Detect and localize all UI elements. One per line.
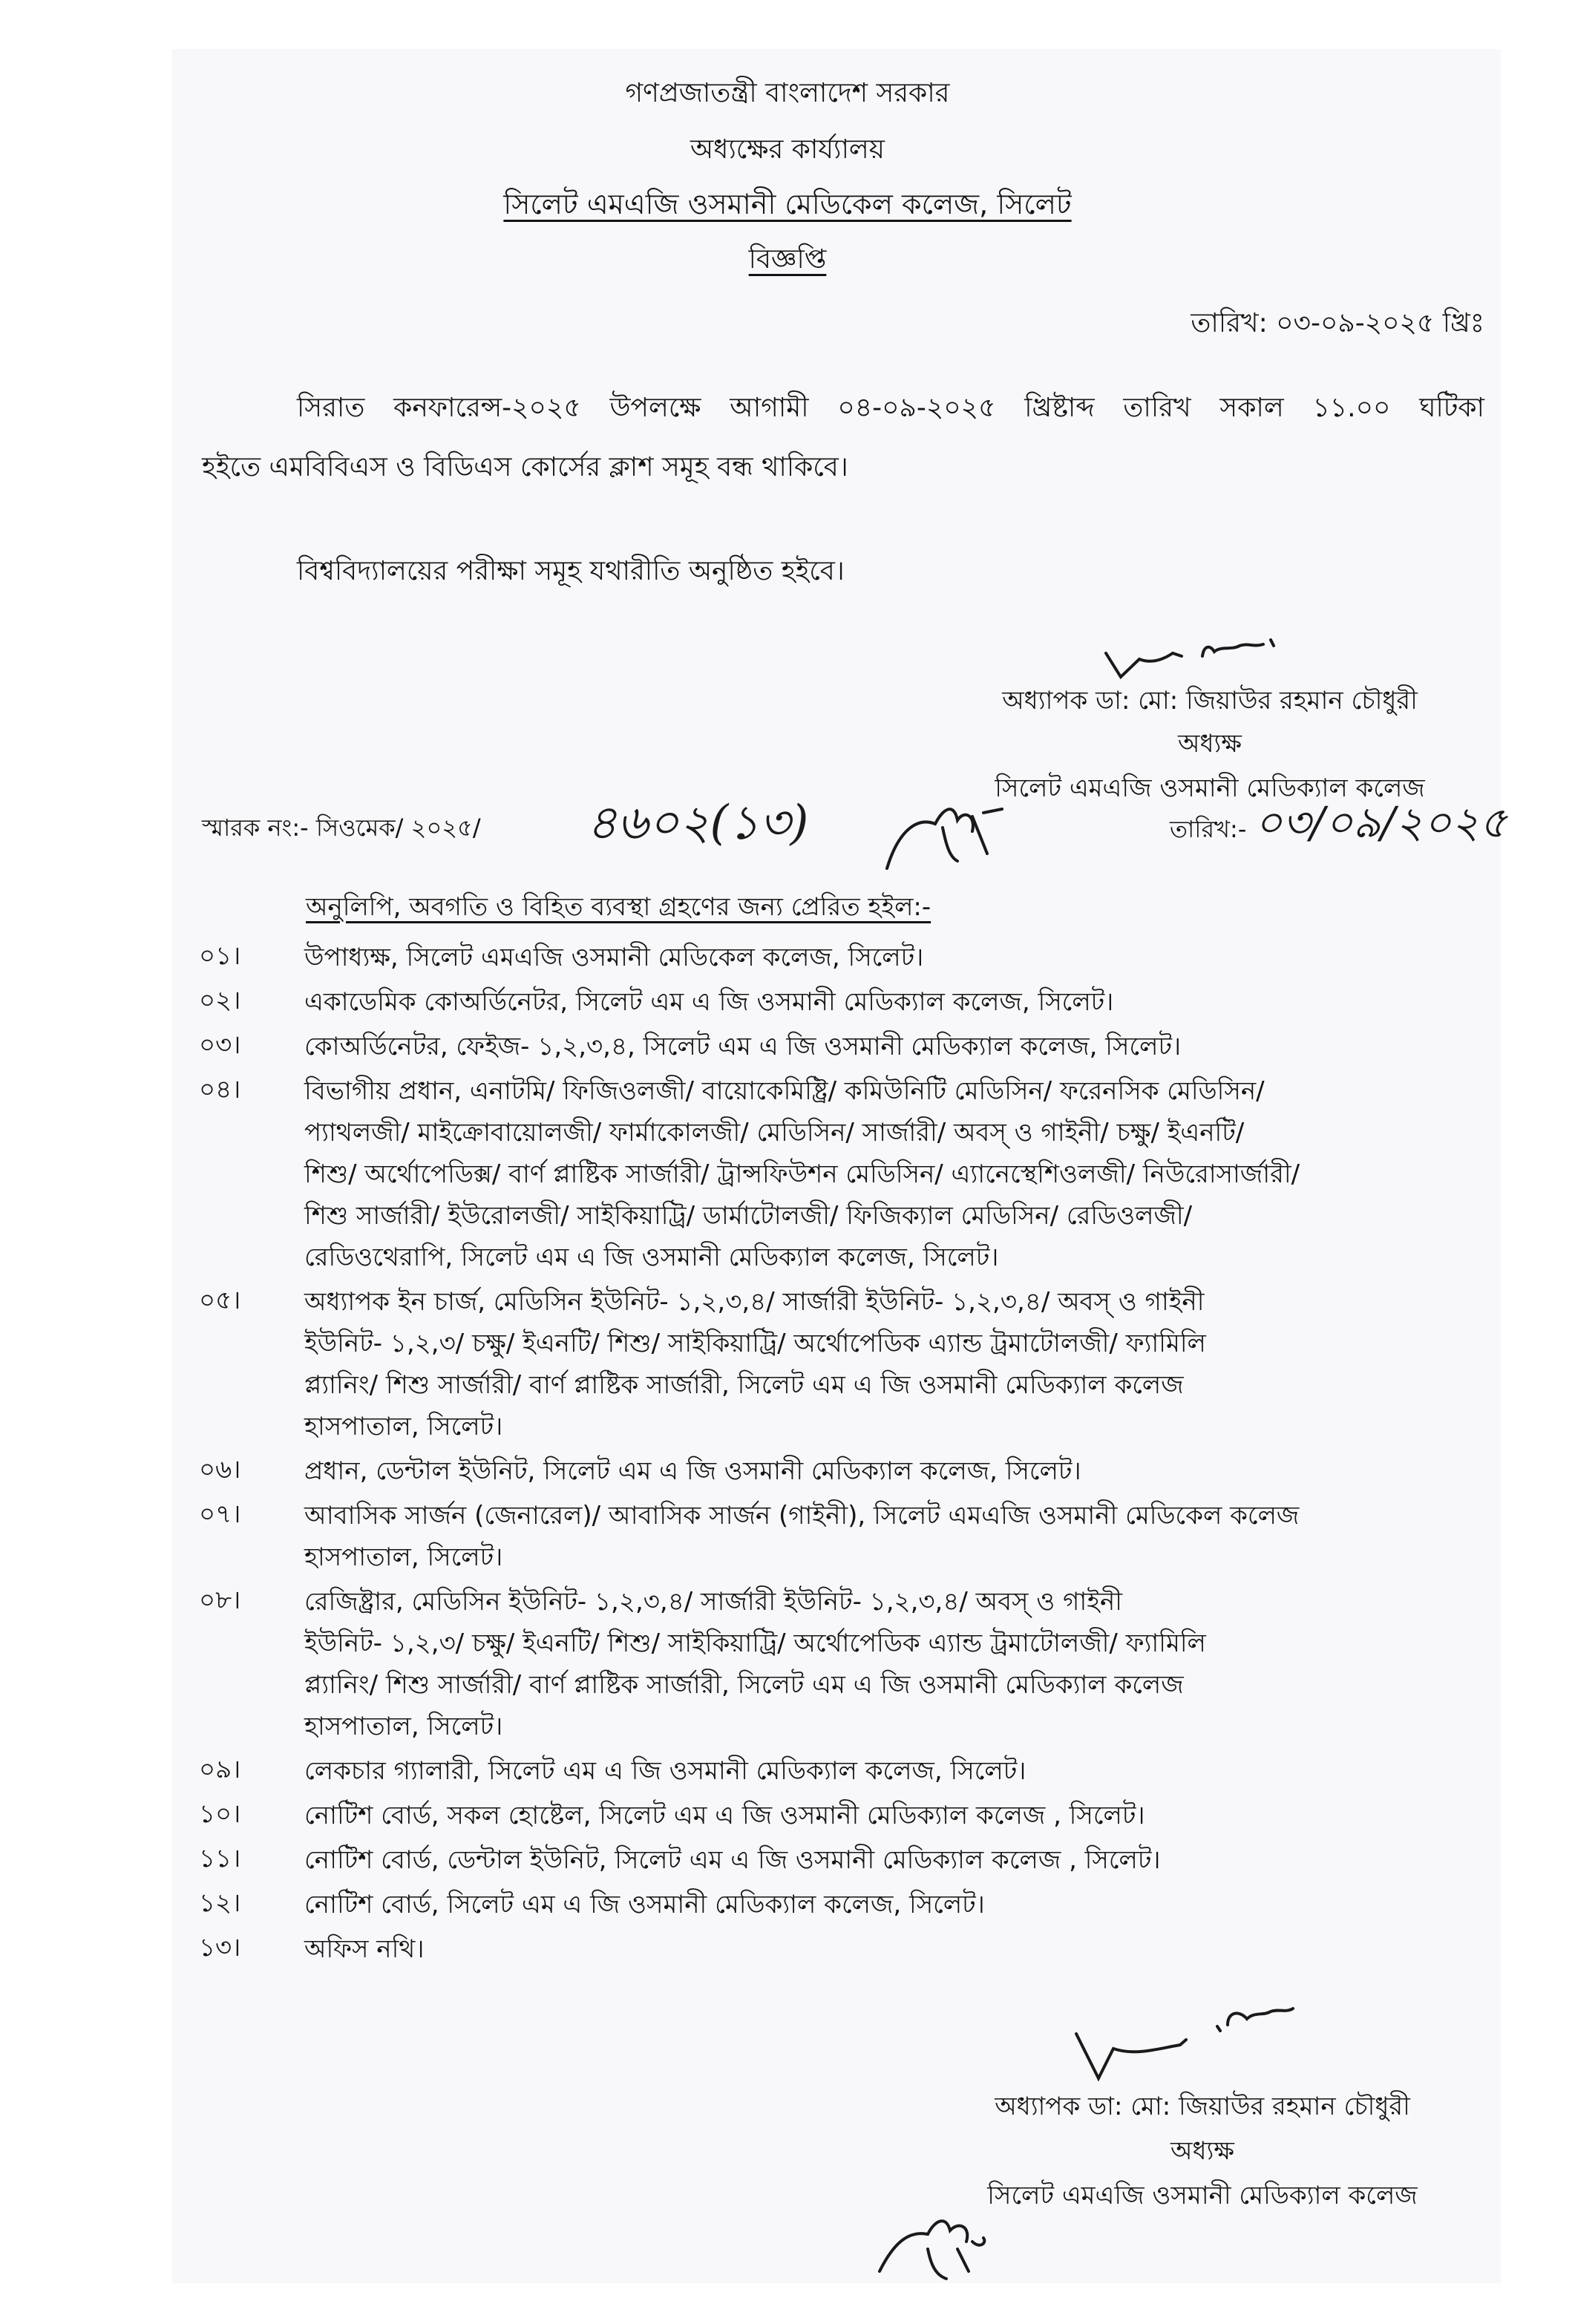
distribution-item-line: আবাসিক সার্জন (জেনারেল)/ আবাসিক সার্জন (গাইনী), সিলেট এমএজি ওসমানী মেডিকেল কলেজ [304,1501,1300,1531]
distribution-item-line: একাডেমিক কোঅর্ডিনেটর, সিলেট এম এ জি ওসমানী মেডিক্যাল কলেজ, সিলেট। [304,987,1114,1017]
signatory-bottom-designation: অধ্যক্ষ [1170,2136,1234,2166]
distribution-item-line: নোটিশ বোর্ড, সিলেট এম এ জি ওসমানী মেডিক্যাল কলেজ, সিলেট। [304,1890,985,1919]
distribution-item-number: ০৫। [199,1286,241,1315]
distribution-heading-text: অনুলিপি, অবগতি ও বিহিত ব্যবস্থা গ্রহণের জন্য প্রেরিত হইল:- [306,892,931,922]
distribution-item-number: ১৩। [199,1933,241,1963]
distribution-item-line: শিশু/ অর্থোপেডিক্স/ বার্ণ প্লাষ্টিক সার্জারী/ ট্রান্সফিউশন মেডিসিন/ এ্যানেস্থেশিওলজী/ নিউরোসার্জারী/ [304,1159,1300,1189]
distribution-item-line: রেডিওথেরাপি, সিলেট এম এ জি ওসমানী মেডিক্যাল কলেজ, সিলেট। [304,1243,999,1272]
initials-bottom [876,2197,1002,2286]
memo-label: স্মারক নং:- সিওমেক/ ২০২৫/ [202,814,481,842]
signature-bottom [1069,2004,1306,2086]
distribution-heading [306,888,931,930]
notice-title [0,239,1575,284]
office-heading: অধ্যক্ষের কার্য্যালয় [690,134,885,165]
signatory-top-name: অধ্যাপক ডা: মো: জিয়াউর রহমান চৌধুরী [1002,686,1418,716]
distribution-item-line: বিভাগীয় প্রধান, এনাটমি/ ফিজিওলজী/ বায়োকেমিষ্ট্রি/ কমিউনিটি মেডিসিন/ ফরেনসিক মেডিসিন/ [304,1076,1265,1106]
body-paragraph-2: বিশ্ববিদ্যালয়ের পরীক্ষা সমূহ যথারীতি অনুষ্ঠিত হইবে। [297,556,845,586]
distribution-item-number: ০৯। [199,1755,241,1784]
signatory-bottom-name: অধ্যাপক ডা: মো: জিয়াউর রহমান চৌধুরী [995,2092,1410,2121]
initials-middle [883,787,1009,876]
distribution-item-line: অফিস নথি। [304,1934,425,1964]
signatory-top-designation: অধ্যক্ষ [1178,729,1242,759]
institution-heading-text: সিলেট এমএজি ওসমানী মেডিকেল কলেজ, সিলেট [503,188,1072,220]
distribution-item-number: ০২। [199,986,241,1015]
signatory-top-institution: সিলেট এমএজি ওসমানী মেডিক্যাল কলেজ [995,773,1425,803]
distribution-item-number: ১০। [199,1799,241,1829]
distribution-item-line: নোটিশ বোর্ড, ডেন্টাল ইউনিট, সিলেট এম এ জি ওসমানী মেডিক্যাল কলেজ , সিলেট। [304,1845,1161,1875]
distribution-item-line: কোঅর্ডিনেটর, ফেইজ- ১,২,৩,৪, সিলেট এম এ জি ওসমানী মেডিক্যাল কলেজ, সিলেট। [304,1032,1182,1061]
memo-date-label: তারিখ:- [1170,815,1247,843]
distribution-item-line: প্ল্যানিং/ শিশু সার্জারী/ বার্ণ প্লাষ্টিক সার্জারী, সিলেট এম এ জি ওসমানী মেডিক্যাল কলেজ [304,1370,1184,1400]
distribution-item-line: হাসপাতাল, সিলেট। [304,1712,503,1741]
distribution-item-number: ০৭। [199,1499,241,1529]
body-paragraph-1-line-1: সিরাত কনফারেন্স-২০২৫ উপলক্ষে আগামী ০৪-০৯-২০২৫ খ্রিষ্টাব্দ তারিখ সকাল ১১.০০ ঘটিকা [297,393,1484,423]
distribution-item-line: অধ্যাপক ইন চার্জ, মেডিসিন ইউনিট- ১,২,৩,৪/ সার্জারী ইউনিট- ১,২,৩,৪/ অবস্ ও গাইনী [304,1287,1205,1317]
distribution-item-line: উপাধ্যক্ষ, সিলেট এমএজি ওসমানী মেডিকেল কলেজ, সিলেট। [304,943,924,972]
distribution-item-line: প্যাথলজী/ মাইক্রোবায়োলজী/ ফার্মাকোলজী/ মেডিসিন/ সার্জারী/ অবস্ ও গাইনী/ চক্ষু/ ইএনটি/ [304,1118,1245,1148]
distribution-item-number: ০৩। [199,1030,241,1060]
distribution-item-line: হাসপাতাল, সিলেট। [304,1412,503,1441]
body-paragraph-1-line-2: হইতে এমবিবিএস ও বিডিএস কোর্সের ক্লাশ সমূহ বন্ধ থাকিবে। [202,452,848,482]
distribution-item-line: রেজিষ্ট্রার, মেডিসিন ইউনিট- ১,২,৩,৪/ সার্জারী ইউনিট- ১,২,৩,৪/ অবস্ ও গাইনী [304,1587,1122,1617]
distribution-item-number: ১১। [199,1844,241,1873]
distribution-item-line: শিশু সার্জারী/ ইউরোলজী/ সাইকিয়াট্রি/ ডার্মাটোলজী/ ফিজিক্যাল মেডিসিন/ রেডিওলজী/ [304,1201,1193,1231]
distribution-item-line: প্ল্যানিং/ শিশু সার্জারী/ বার্ণ প্লাষ্টিক সার্জারী, সিলেট এম এ জি ওসমানী মেডিক্যাল কলেজ [304,1670,1184,1700]
distribution-item-line: ইউনিট- ১,২,৩/ চক্ষু/ ইএনটি/ শিশু/ সাইকিয়াট্রি/ অর্থোপেডিক এ্যান্ড ট্রমাটোলজী/ ফ্যামিলি [304,1629,1206,1658]
distribution-item-line: নোটিশ বোর্ড, সকল হোষ্টেল, সিলেট এম এ জি ওসমানী মেডিক্যাল কলেজ , সিলেট। [304,1801,1145,1830]
distribution-item-number: ০১। [199,941,241,971]
distribution-item-line: ইউনিট- ১,২,৩/ চক্ষু/ ইএনটি/ শিশু/ সাইকিয়াট্রি/ অর্থোপেডিক এ্যান্ড ট্রমাটোলজী/ ফ্যামিলি [304,1329,1206,1358]
notice-title-text: বিজ্ঞপ্তি [748,244,827,275]
institution-heading [0,183,1575,230]
distribution-item-number: ১২। [199,1888,241,1918]
government-heading: গণপ্রজাতন্ত্রী বাংলাদেশ সরকার [625,78,950,108]
signature-top [1098,631,1306,683]
signatory-bottom-institution: সিলেট এমএজি ওসমানী মেডিক্যাল কলেজ [987,2181,1418,2210]
distribution-item-number: ০৬। [199,1455,241,1485]
distribution-item-number: ০৮। [199,1585,241,1615]
distribution-item-line: হাসপাতাল, সিলেট। [304,1542,503,1572]
memo-date-handwritten: ০৩/০৯/২০২৫ [1254,797,1507,848]
distribution-item-number: ০৪। [199,1075,241,1104]
notice-date: তারিখ: ০৩-০৯-২০২৫ খ্রিঃ [1191,308,1484,338]
distribution-item-line: লেকচার গ্যালারী, সিলেট এম এ জি ওসমানী মেডিক্যাল কলেজ, সিলেট। [304,1756,1026,1786]
distribution-item-line: প্রধান, ডেন্টাল ইউনিট, সিলেট এম এ জি ওসমানী মেডিক্যাল কলেজ, সিলেট। [304,1456,1081,1486]
memo-number-handwritten: ৪৬০২(১৩) [586,796,809,851]
